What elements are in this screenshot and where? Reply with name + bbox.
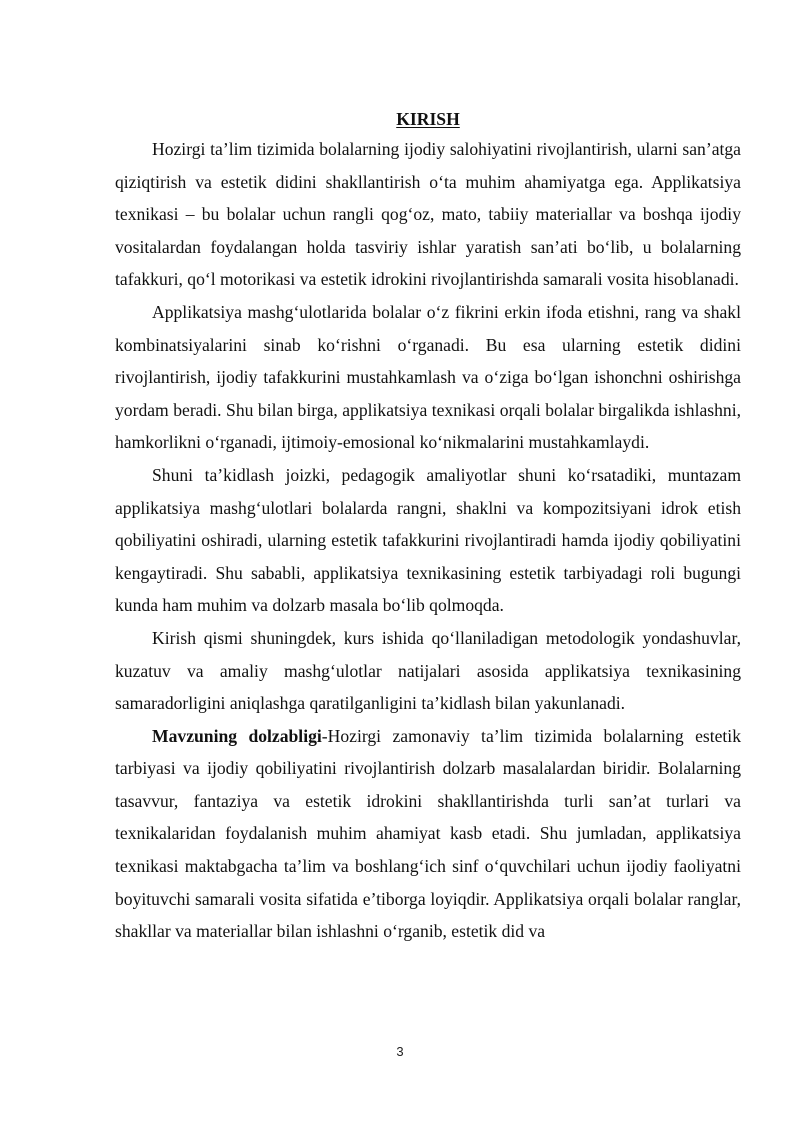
- paragraph-4: Kirish qismi shuningdek, kurs ishida qo‘llaniladigan metodologik yondashuvlar, kuzatuv va amaliy mashg‘ulotlar natijalari asosida applikatsiya texnikasining samaradorligini aniqlashga qaratilganligini ta’kidlash bilan yakunlanadi.: [115, 627, 741, 714]
- relevance-heading: Mavzuning dolzabligi: [152, 725, 322, 746]
- paragraph-1: Hozirgi ta’lim tizimida bolalarning ijodiy salohiyatini rivojlantirish, ularni san’atga qiziqtirish va estetik didini shakllantirish o‘ta muhim ahamiyatga ega. Applikatsiya texnikasi – bu bolalar uchun rangli qog‘oz, mato, tabiiy materiallar va boshqa ijodiy vositalardan foydalangan holda tasviriy ishlar yaratish san’ati bo‘lib, u bolalarning tafakkuri, qo‘l motorikasi va estetik idrokini rivojlantirishda samarali vosita hisoblanadi.: [115, 139, 741, 290]
- page-body: [115, 106, 741, 948]
- paragraph-2: Applikatsiya mashg‘ulotlarida bolalar o‘z fikrini erkin ifoda etishni, rang va shakl kombinatsiyalarini sinab ko‘rishni o‘rganadi. Bu esa ularning estetik didini rivojlantirish, ijodiy tafakkurini mustahkamlash va o‘ziga bo‘lgan ishonchni oshirishga yordam beradi. Shu bilan birga, applikatsiya texnikasi orqali bolalar birgalikda ishlashni, hamkorlikni o‘rganadi, ijtimoiy-emosional ko‘nikmalarini mustahkamlaydi.: [115, 301, 741, 453]
- page-number: 3: [396, 1044, 404, 1059]
- paragraph-relevance: [115, 720, 741, 948]
- page-title: KIRISH: [396, 109, 460, 129]
- paragraph-3: Shuni ta’kidlash joizki, pedagogik amaliyotlar shuni ko‘rsatadiki, muntazam applikatsiya mashg‘ulotlari bolalarda rangni, shaklni va kompozitsiyani idrok etish qobiliyatini oshiradi, ularning estetik tafakkurini rivojlantiradi hamda ijodiy qobiliyatini kengaytiradi. Shu sababli, applikatsiya texnikasining estetik tarbiyadagi roli bugungi kunda ham muhim va dolzarb masala bo‘lib qolmoqda.: [115, 464, 741, 616]
- relevance-text: -Hozirgi zamonaviy ta’lim tizimida bolalarning estetik tarbiyasi va ijodiy qobiliyatini rivojlantirish dolzarb masalalardan biridir. Bolalarning tasavvur, fantaziya va estetik idrokini shakllantirishda turli san’at turlari va texnikalaridan foydalanish muhim ahamiyat kasb etadi. Shu jumladan, applikatsiya texnikasi maktabgacha ta’lim va boshlang‘ich sinf o‘quvchilari uchun ijodiy faoliyatni boyituvchi samarali vosita sifatida e’tiborga loyiqdir. Applikatsiya orqali bolalar ranglar, shakllar va materiallar bilan ishlashni o‘rganib, estetik did va: [115, 725, 741, 942]
